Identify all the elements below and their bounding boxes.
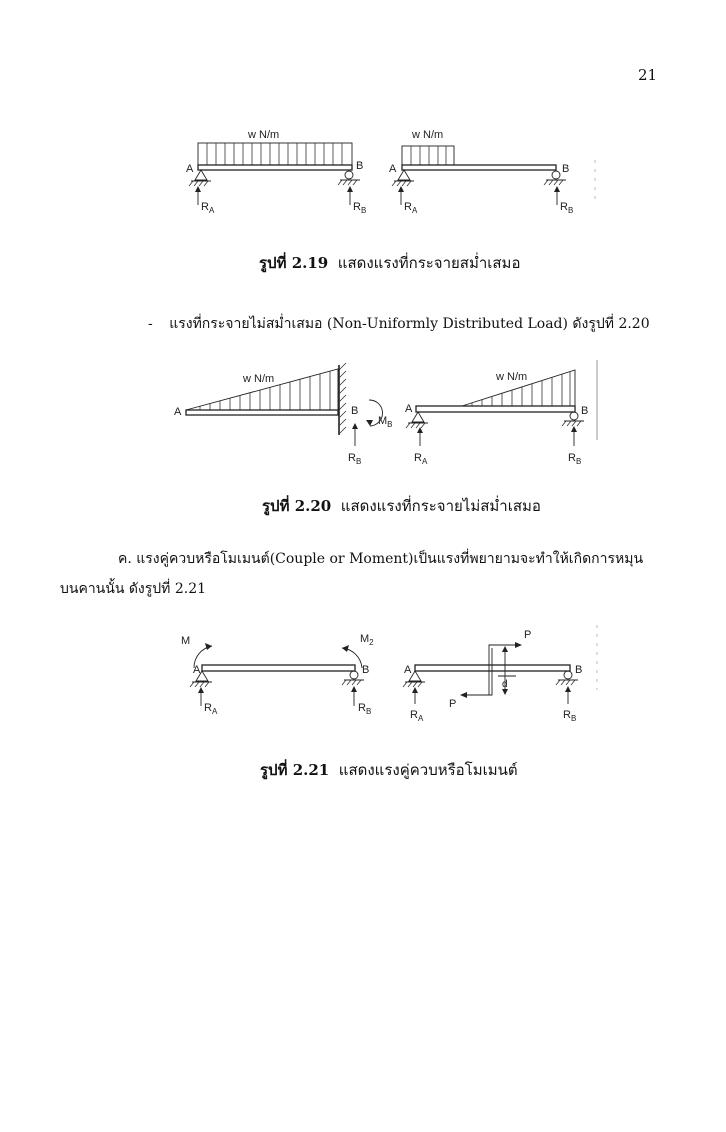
caption-figure-number: รูปที่ 2.19 xyxy=(259,254,329,272)
reaction-a-label: $R_A$ xyxy=(410,709,424,723)
point-b-label: B xyxy=(351,405,359,417)
load-label: w N/m xyxy=(496,371,528,383)
beam xyxy=(202,665,355,671)
moment-1-label: M xyxy=(181,635,191,647)
moment-b-label: $M_B$ xyxy=(378,415,393,429)
point-a-label: A xyxy=(193,664,201,676)
point-b-label: B xyxy=(575,664,583,676)
roller-support xyxy=(350,671,358,679)
point-b-label: B xyxy=(356,160,364,172)
point-a-label: A xyxy=(389,163,397,175)
point-a-label: A xyxy=(186,163,194,175)
reaction-b-label: $R_B$ xyxy=(348,452,362,466)
reaction-a-label: $R_A$ xyxy=(414,452,428,466)
reaction-b-label: $R_B$ xyxy=(560,201,574,215)
load-label: w N/m xyxy=(243,373,275,385)
caption-text: แสดงแรงที่กระจายสม่ำเสมอ xyxy=(337,254,521,272)
point-a-label: A xyxy=(405,403,413,415)
point-a-label: A xyxy=(404,664,412,676)
reaction-b-label: $R_B$ xyxy=(568,452,582,466)
figure-2-21-caption xyxy=(260,758,518,782)
caption-text: แสดงแรงที่กระจายไม่สม่ำเสมอ xyxy=(340,497,541,515)
caption-figure-number: รูปที่ 2.21 xyxy=(260,761,330,779)
moment-2-label: $M_2$ xyxy=(360,633,374,647)
point-a-label: A xyxy=(174,406,182,418)
load-label: w N/m xyxy=(412,129,444,141)
reaction-b-label: $R_B$ xyxy=(563,709,577,723)
point-b-label: B xyxy=(581,405,589,417)
paragraph-line-2: บนคานนั้น ดังรูปที่ 2.21 xyxy=(60,581,207,597)
load-label: w N/m xyxy=(248,129,280,141)
bullet-dash: - xyxy=(148,316,153,332)
force-p-top-label: P xyxy=(524,629,532,641)
reaction-b-label: $R_B$ xyxy=(353,201,367,215)
reaction-a-label: $R_A$ xyxy=(201,201,215,215)
paragraph-line-1: ค. แรงคู่ควบหรือโมเมนต์(Couple or Moment)เป็นแรงที่พยายามจะทำให้เกิดการหมุน xyxy=(118,551,644,567)
caption-figure-number: รูปที่ 2.20 xyxy=(262,497,332,515)
bullet-text: แรงที่กระจายไม่สม่ำเสมอ (Non-Uniformly Distributed Load) ดังรูปที่ 2.20 xyxy=(169,316,650,332)
roller-support xyxy=(564,671,572,679)
reaction-a-label: $R_A$ xyxy=(404,201,418,215)
beam xyxy=(415,665,570,671)
reaction-b-label: $R_B$ xyxy=(358,702,372,716)
point-b-label: B xyxy=(562,163,570,175)
reaction-a-label: $R_A$ xyxy=(204,702,218,716)
caption-text: แสดงแรงคู่ควบหรือโมเมนต์ xyxy=(338,761,518,779)
page-number: 21 xyxy=(638,66,658,84)
point-b-label: B xyxy=(362,664,370,676)
force-p-bottom-label: P xyxy=(449,698,457,710)
distance-d-label: d xyxy=(502,679,508,690)
